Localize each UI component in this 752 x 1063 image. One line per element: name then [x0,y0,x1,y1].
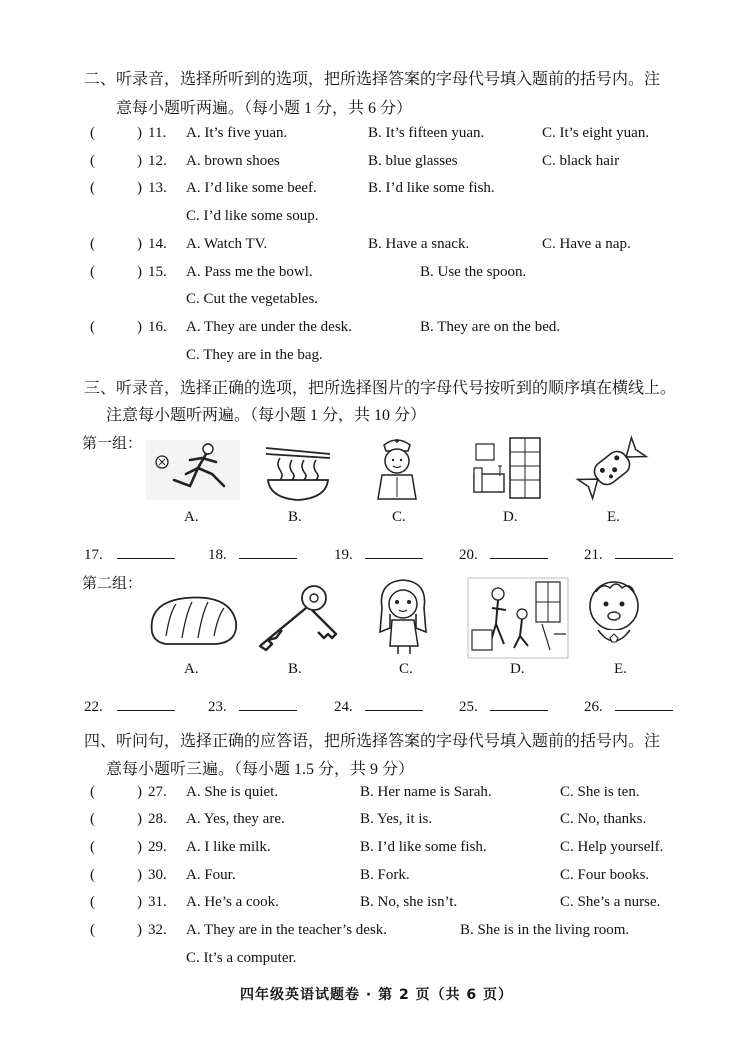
section-4-title: 四、听问句，选择正确的应答语，把所选择答案的字母代号填入题前的括号内。注 [84,733,661,750]
candy-icon [572,436,652,500]
answer-blank[interactable] [365,694,423,711]
baby-icon [582,578,646,652]
answer-blank[interactable] [490,542,548,559]
blank-number: 21. [584,547,603,563]
blank-number: 25. [459,699,478,715]
answer-paren-close[interactable]: ) [137,867,142,883]
blank-25 [459,694,548,716]
option-b: B. It’s fifteen yuan. [368,125,485,141]
option-a: A. She is quiet. [186,784,279,800]
living-room-icon [472,436,552,502]
answer-paren-open[interactable]: ( [90,125,95,141]
option-a: A. I like milk. [186,839,271,855]
picture-letter-e: E. [607,509,620,525]
family-room-icon [464,574,572,660]
answer-paren-open[interactable]: ( [90,867,95,883]
girl-icon [370,578,436,654]
picture-letter-d: D. [503,509,518,525]
section-3-title: 三、听录音，选择正确的选项，把所选择图片的字母代号按听到的顺序填在横线上。 [84,380,677,397]
answer-paren-open[interactable]: ( [90,839,95,855]
nurse-icon [368,435,426,503]
picture-letter-e: E. [614,661,627,677]
blank-number: 26. [584,699,603,715]
blank-number: 19. [334,547,353,563]
answer-paren-open[interactable]: ( [90,319,95,335]
option-a: A. They are under the desk. [186,319,352,335]
answer-paren-close[interactable]: ) [137,894,142,910]
answer-blank[interactable] [117,694,175,711]
section-3-subtitle: 注意每小题听两遍。（每小题 1 分，共 10 分） [106,407,427,424]
question-number: 28. [148,811,167,827]
option-b: B. Her name is Sarah. [360,784,492,800]
option-c: C. It’s a computer. [186,950,297,966]
answer-blank[interactable] [239,694,297,711]
question-number: 15. [148,264,167,280]
keys-icon [252,582,342,654]
answer-paren-open[interactable]: ( [90,236,95,252]
option-a: A. It’s five yuan. [186,125,288,141]
option-c: C. Four books. [560,867,650,883]
blank-17 [84,542,175,564]
picture-letter-a: A. [184,509,199,525]
picture-letter-b: B. [288,509,302,525]
option-c: C. It’s eight yuan. [542,125,650,141]
answer-paren-close[interactable]: ) [137,922,142,938]
blank-21 [584,542,673,564]
question-number: 11. [148,125,167,141]
answer-paren-close[interactable]: ) [137,784,142,800]
answer-blank[interactable] [239,542,297,559]
picture-letter-c: C. [399,661,413,677]
picture-letter-b: B. [288,661,302,677]
option-a: A. I’d like some beef. [186,180,317,196]
section-2-subtitle: 意每小题听两遍。（每小题 1 分，共 6 分） [116,100,413,117]
answer-blank[interactable] [365,542,423,559]
option-b: B. blue glasses [368,153,458,169]
option-a: A. Yes, they are. [186,811,285,827]
page-footer: 四年级英语试题卷 · 第 2 页（共 6 页） [240,987,514,1003]
answer-paren-close[interactable]: ) [137,319,142,335]
option-c: C. Cut the vegetables. [186,291,319,307]
answer-paren-open[interactable]: ( [90,922,95,938]
answer-paren-open[interactable]: ( [90,264,95,280]
option-a: A. Watch TV. [186,236,268,252]
option-c: C. She is ten. [560,784,640,800]
answer-paren-open[interactable]: ( [90,153,95,169]
option-b: B. Have a snack. [368,236,470,252]
answer-paren-close[interactable]: ) [137,153,142,169]
answer-blank[interactable] [490,694,548,711]
question-number: 31. [148,894,167,910]
answer-blank[interactable] [615,542,673,559]
option-b: B. I’d like some fish. [368,180,495,196]
option-c: C. They are in the bag. [186,347,323,363]
blank-18 [208,542,297,564]
blank-number: 24. [334,699,353,715]
blank-24 [334,694,423,716]
option-a: A. They are in the teacher’s desk. [186,922,388,938]
noodle-bowl-icon [262,444,334,504]
question-number: 27. [148,784,167,800]
answer-paren-open[interactable]: ( [90,180,95,196]
answer-paren-close[interactable]: ) [137,180,142,196]
section-4-subtitle: 意每小题听三遍。（每小题 1.5 分，共 9 分） [106,761,415,778]
answer-paren-close[interactable]: ) [137,236,142,252]
answer-paren-open[interactable]: ( [90,784,95,800]
answer-paren-close[interactable]: ) [137,264,142,280]
group-1-label: 第一组： [82,436,143,452]
question-number: 29. [148,839,167,855]
section-2-title: 二、听录音，选择所听到的选项，把所选择答案的字母代号填入题前的括号内。注 [84,71,661,88]
blank-number: 18. [208,547,227,563]
picture-letter-c: C. [392,509,406,525]
blank-23 [208,694,297,716]
blank-number: 17. [84,547,103,563]
blank-26 [584,694,673,716]
answer-paren-open[interactable]: ( [90,894,95,910]
question-number: 12. [148,153,167,169]
blank-19 [334,542,423,564]
option-c: C. black hair [542,153,620,169]
option-a: A. He’s a cook. [186,894,279,910]
picture-letter-d: D. [510,661,525,677]
option-c: C. Have a nap. [542,236,631,252]
option-b: B. Fork. [360,867,410,883]
option-b: B. They are on the bed. [420,319,561,335]
answer-paren-close[interactable]: ) [137,839,142,855]
answer-paren-close[interactable]: ) [137,811,142,827]
answer-paren-open[interactable]: ( [90,811,95,827]
picture-letter-a: A. [184,661,199,677]
option-c: C. Help yourself. [560,839,664,855]
bread-icon [146,592,240,650]
question-number: 13. [148,180,167,196]
option-b: B. I’d like some fish. [360,839,487,855]
option-b: B. She is in the living room. [460,922,630,938]
soccer-player-icon [146,440,240,500]
blank-number: 20. [459,547,478,563]
option-a: A. Four. [186,867,236,883]
blank-20 [459,542,548,564]
option-a: A. Pass me the bowl. [186,264,313,280]
blank-number: 22. [84,699,103,715]
option-b: B. Yes, it is. [360,811,433,827]
answer-blank[interactable] [117,542,175,559]
question-number: 32. [148,922,167,938]
question-number: 14. [148,236,167,252]
option-c: C. No, thanks. [560,811,647,827]
option-a: A. brown shoes [186,153,280,169]
option-b: B. No, she isn’t. [360,894,458,910]
blank-22 [84,694,175,716]
option-c: C. I’d like some soup. [186,208,319,224]
group-2-label: 第二组： [82,576,143,592]
answer-paren-close[interactable]: ) [137,125,142,141]
answer-blank[interactable] [615,694,673,711]
question-number: 16. [148,319,167,335]
option-c: C. She’s a nurse. [560,894,661,910]
blank-number: 23. [208,699,227,715]
question-number: 30. [148,867,167,883]
option-b: B. Use the spoon. [420,264,527,280]
